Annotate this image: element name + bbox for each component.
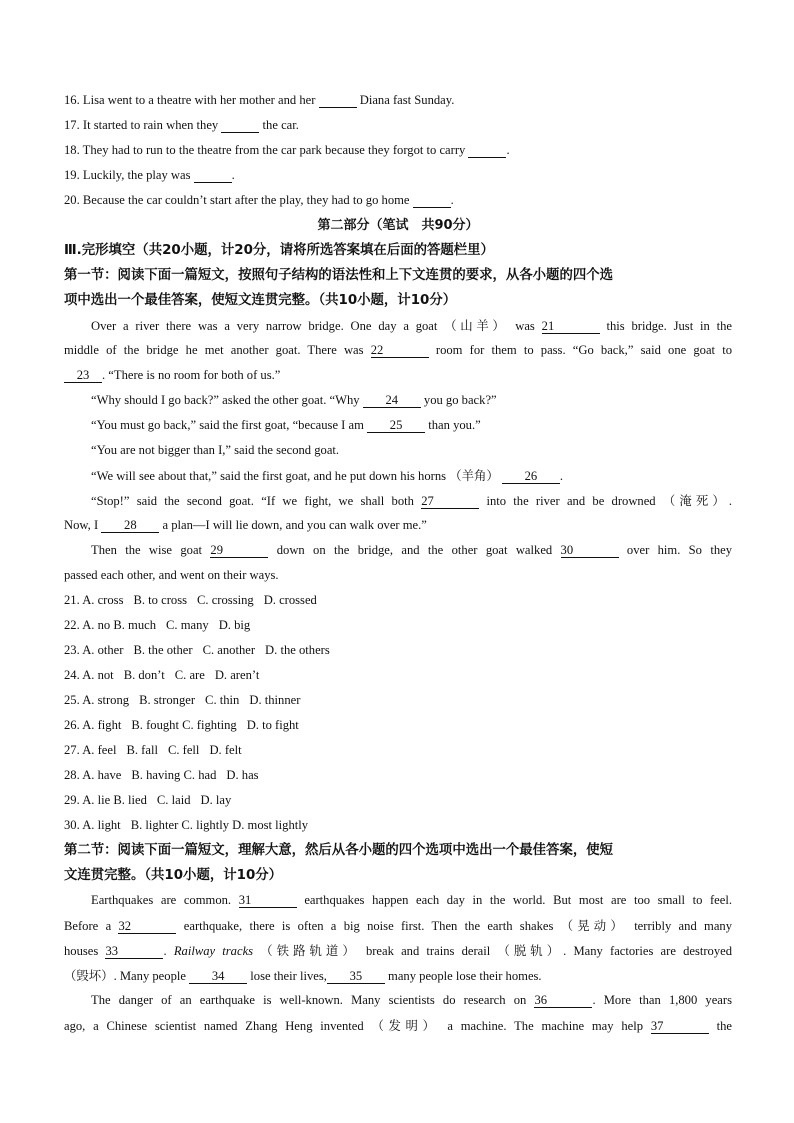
option-choice[interactable]: C. many <box>166 618 209 632</box>
p6-text: “Stop!” said the second goat. “If we fight, we shall both <box>91 494 414 508</box>
q6-cn-invented: （发明） <box>371 1018 440 1033</box>
subsection-2-title-line-2: 文连贯完整。（共10小题，计10分） <box>64 868 283 883</box>
option-row-24 <box>64 663 732 688</box>
blank-24[interactable]: 24 <box>363 393 421 408</box>
q2-text-mid: earthquake, there is often a big noise first. Then the earth shakes <box>183 919 554 933</box>
option-choice[interactable]: B. lighter C. lightly D. most lightly <box>130 818 309 832</box>
passage1-line-4 <box>64 388 732 413</box>
blank-33[interactable]: 33 <box>105 944 163 959</box>
option-choice[interactable]: D. thinner <box>249 693 301 707</box>
option-choice[interactable]: 30. A. light <box>64 818 121 832</box>
option-choice[interactable]: B. don’t <box>123 668 165 682</box>
p1-text-end: this bridge. Just in the <box>606 319 733 333</box>
p1b-text-end: room for them to pass. “Go back,” said one goat to <box>435 343 733 357</box>
q16-answer-blank[interactable] <box>319 93 357 108</box>
p5-text: “We will see about that,” said the first goat, and he put down his horns <box>91 469 447 483</box>
subsection-1-title-line-2: 项中选出一个最佳答案，使短文连贯完整。（共10小题，计10分） <box>64 293 457 308</box>
q17-answer-blank[interactable] <box>221 118 259 133</box>
passage2-line-4 <box>64 963 732 988</box>
p7-text-end: over him. So they <box>626 543 732 557</box>
option-row-26 <box>64 713 732 738</box>
option-choice[interactable]: D. the others <box>265 643 330 657</box>
option-choice[interactable]: B. fought C. fighting <box>131 718 237 732</box>
p5-text-end: . <box>559 469 564 483</box>
passage2-line-1 <box>64 888 732 913</box>
blank-30[interactable]: 30 <box>561 543 619 558</box>
option-choice[interactable]: B. fall <box>126 743 158 757</box>
question-20 <box>64 188 732 213</box>
option-choice[interactable]: 24. A. not <box>64 668 114 682</box>
q20-text-pre: 20. Because the car couldn’t start after the play, they had to go home <box>64 193 413 207</box>
option-choice[interactable]: C. another <box>202 643 256 657</box>
option-choice[interactable]: C. thin <box>205 693 240 707</box>
blank-26[interactable]: 26 <box>502 469 560 484</box>
q17-text-post: the car. <box>259 118 299 132</box>
option-row-30 <box>64 813 732 838</box>
option-choice[interactable]: B. stronger <box>139 693 196 707</box>
q4-text-end: many people lose their homes. <box>388 969 542 983</box>
blank-34[interactable]: 34 <box>189 969 247 984</box>
q4-text-mid: lose their lives, <box>250 969 327 983</box>
p2-text: “Why should I go back?” asked the other goat. “Why <box>91 393 360 407</box>
p7-text-mid: down on the bridge, and the other goat walked <box>276 543 553 557</box>
q4-text: . Many people <box>113 969 186 983</box>
p6-text-end: . <box>728 494 733 508</box>
passage1-line-11: passed each other, and went on their ways. <box>64 568 279 582</box>
q18-answer-blank[interactable] <box>468 143 506 158</box>
q2-cn-shakes: （晃动） <box>560 918 627 933</box>
p1-text: Over a river there was a very narrow bridge. One day a goat <box>91 319 438 333</box>
passage2-line-5 <box>64 988 732 1013</box>
option-row-22 <box>64 613 732 638</box>
q20-answer-blank[interactable] <box>413 193 451 208</box>
blank-36[interactable]: 36 <box>534 993 592 1008</box>
question-18 <box>64 138 732 163</box>
blank-25[interactable]: 25 <box>367 418 425 433</box>
passage1-line-2 <box>64 338 732 363</box>
p3-text-end: than you.” <box>428 418 481 432</box>
q3-cn-derail: （脱轨） <box>497 943 564 958</box>
option-choice[interactable]: D. has <box>226 768 259 782</box>
q16-text-post: Diana fast Sunday. <box>356 93 455 107</box>
p1-text-was: was <box>515 319 535 333</box>
passage1-line-3 <box>64 363 732 388</box>
q3-text: houses <box>64 944 99 958</box>
exam-page <box>64 88 732 1038</box>
p7-text: Then the wise goat <box>91 543 203 557</box>
blank-31[interactable]: 31 <box>239 893 297 908</box>
blank-21[interactable]: 21 <box>542 319 600 334</box>
q18-text-post: . <box>506 143 510 157</box>
passage1-line-5 <box>64 413 732 438</box>
option-choice[interactable]: D. big <box>218 618 251 632</box>
option-choice[interactable]: 22. A. no B. much <box>64 618 157 632</box>
q4-cn-destroyed: （毁坏） <box>64 968 114 983</box>
option-choice[interactable]: C. crossing <box>197 593 254 607</box>
option-choice[interactable]: 26. A. fight <box>64 718 122 732</box>
q5-text: The danger of an earthquake is well-known. Many scientists do research on <box>91 993 527 1007</box>
blank-32[interactable]: 32 <box>118 919 176 934</box>
blank-23[interactable]: 23 <box>64 368 102 383</box>
q5-text-end: . More than 1,800 years <box>592 993 732 1007</box>
option-choice[interactable]: 25. A. strong <box>64 693 130 707</box>
p2-text-end: you go back?” <box>423 393 497 407</box>
option-choice[interactable]: D. crossed <box>263 593 317 607</box>
option-row-25 <box>64 688 732 713</box>
option-choice[interactable]: C. laid <box>156 793 191 807</box>
q3-period: . <box>163 944 167 958</box>
blank-37[interactable]: 37 <box>651 1019 709 1034</box>
q6-text-end: the <box>716 1019 733 1033</box>
q3-text-mid: break and trains derail <box>365 944 491 958</box>
passage2-line-3 <box>64 938 732 963</box>
passage1-line-1 <box>64 313 732 338</box>
blank-27[interactable]: 27 <box>421 494 479 509</box>
part-two-title: 第二部分（笔试 共90分） <box>317 218 479 233</box>
q3-railway-tracks: Railway tracks <box>173 944 254 958</box>
blank-28[interactable]: 28 <box>101 518 159 533</box>
option-choice[interactable]: 27. A. feel <box>64 743 117 757</box>
option-choice[interactable]: D. lay <box>200 793 232 807</box>
option-choice[interactable]: C. are <box>174 668 205 682</box>
subsection-2-title-line-1: 第二节：阅读下面一篇短文，理解大意，然后从各小题的四个选项中选出一个最佳答案，使短 <box>64 843 614 858</box>
p3-text: “You must go back,” said the first goat, “because I am <box>91 418 364 432</box>
q18-text-pre: 18. They had to run to the theatre from the car park because they forgot to carry <box>64 143 469 157</box>
option-choice[interactable]: D. aren’t <box>214 668 260 682</box>
q3-cn-tracks: （铁路轨道） <box>260 943 359 958</box>
p6b-text: Now, I <box>64 518 99 532</box>
option-choice[interactable]: 23. A. other <box>64 643 124 657</box>
passage1-line-6: “You are not bigger than I,” said the second goat. <box>91 443 340 457</box>
p6-text-mid: into the river and be drowned <box>486 494 656 508</box>
option-row-28 <box>64 763 732 788</box>
section-3-title: Ⅲ.完形填空（共20小题，计20分，请将所选答案填在后面的答题栏里） <box>64 243 494 258</box>
q2-text: Before a <box>64 919 112 933</box>
option-choice[interactable]: C. fell <box>167 743 200 757</box>
q3-text-end: . Many factories are destroyed <box>563 944 733 958</box>
question-16 <box>64 88 732 113</box>
option-choice[interactable]: B. the other <box>133 643 193 657</box>
q19-answer-blank[interactable] <box>194 168 232 183</box>
q19-text-pre: 19. Luckily, the play was <box>64 168 194 182</box>
p6-cn-drowned: （淹死） <box>662 493 729 508</box>
option-choice[interactable]: B. to cross <box>133 593 188 607</box>
p6b-text-end: a plan—I will lie down, and you can walk over me.” <box>162 518 427 532</box>
q6-text: ago, a Chinese scientist named Zhang Heng invented <box>64 1019 364 1033</box>
q20-text-post: . <box>450 193 454 207</box>
passage1-line-9 <box>64 513 732 538</box>
blank-35[interactable]: 35 <box>327 969 385 984</box>
option-choice[interactable]: 29. A. lie B. lied <box>64 793 147 807</box>
option-row-21 <box>64 588 732 613</box>
p5-cn-horns: （羊角） <box>449 468 499 483</box>
q1-text-end: earthquakes happen each day in the world. But most are too small to feel. <box>304 893 732 907</box>
option-row-27 <box>64 738 732 763</box>
question-17 <box>64 113 732 138</box>
blank-22[interactable]: 22 <box>371 343 429 358</box>
question-19 <box>64 163 732 188</box>
q1-text: Earthquakes are common. <box>91 893 232 907</box>
p1-cn-goat: （山羊） <box>444 318 509 333</box>
q17-text-pre: 17. It started to rain when they <box>64 118 222 132</box>
passage2-line-2 <box>64 913 732 938</box>
blank-29[interactable]: 29 <box>210 543 268 558</box>
options-list <box>64 588 732 838</box>
passage1-line-8 <box>64 488 732 513</box>
passage2-line-6 <box>64 1013 732 1038</box>
passage1-line-10 <box>64 538 732 563</box>
passage1-line-7 <box>64 463 732 488</box>
q19-text-post: . <box>231 168 235 182</box>
p1b-text: middle of the bridge he met another goat. There was <box>64 343 364 357</box>
subsection-1-title-line-1: 第一节：阅读下面一篇短文，按照句子结构的语法性和上下文连贯的要求，从各小题的四个选 <box>64 268 614 283</box>
option-row-29 <box>64 788 732 813</box>
option-choice[interactable]: D. felt <box>209 743 242 757</box>
q2-text-end: terribly and many <box>634 919 733 933</box>
option-row-23 <box>64 638 732 663</box>
q6-text-mid: a machine. The machine may help <box>447 1019 644 1033</box>
q16-text-pre: 16. Lisa went to a theatre with her mother and her <box>64 93 319 107</box>
option-choice[interactable]: 21. A. cross <box>64 593 124 607</box>
p1c-text: . “There is no room for both of us.” <box>102 368 281 382</box>
option-choice[interactable]: B. having C. had <box>131 768 217 782</box>
option-choice[interactable]: 28. A. have <box>64 768 122 782</box>
option-choice[interactable]: D. to fight <box>246 718 299 732</box>
